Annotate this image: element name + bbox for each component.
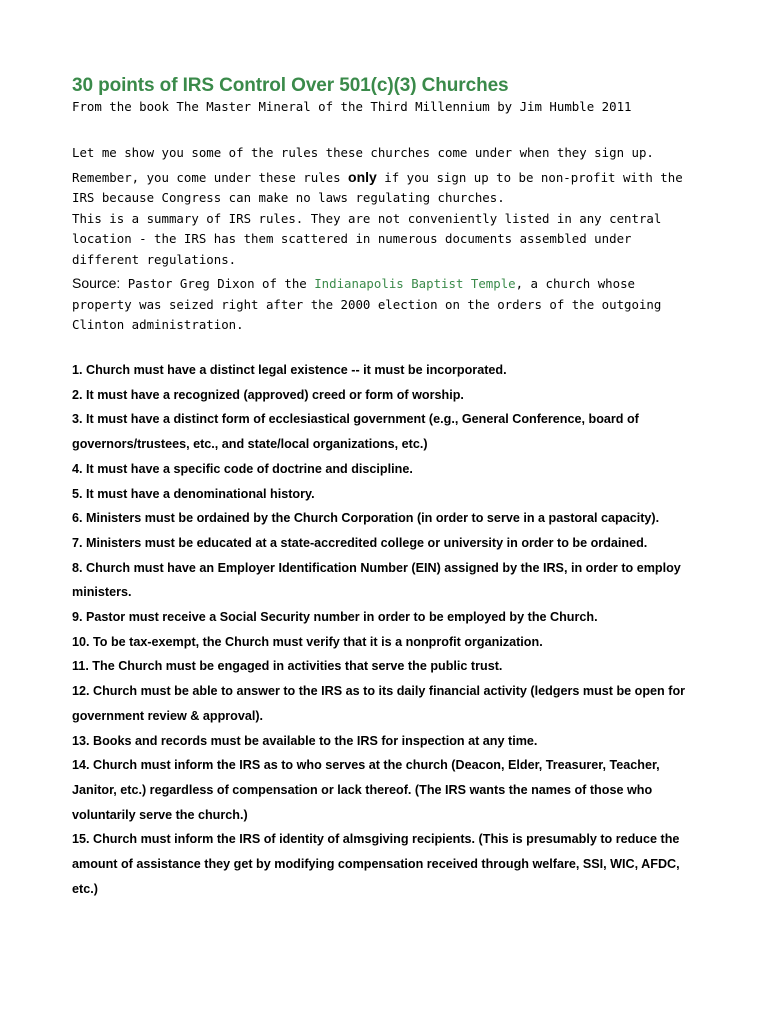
points-list: [72, 358, 696, 901]
list-item: 5. It must have a denominational history.: [72, 486, 315, 501]
document-page: [72, 74, 692, 336]
intro-text: Remember, you come under these rules: [72, 169, 349, 185]
list-item: 13. Books and records must be available to the IRS for inspection at any time.: [72, 733, 538, 748]
list-item: 14. Church must inform the IRS as to who serves at the church (Deacon, Elder, Treasurer, Teacher, Janitor, etc.) regardless of compensation or lack thereof. (The IRS wants the names of those who voluntarily serve the church.): [72, 758, 660, 822]
intro-paragraph-3: This is a summary of IRS rules. They are not conveniently listed in any central location - the IRS has them scattered in numerous documents assembled under different regulations.: [72, 210, 662, 267]
intro-text: if you sign up to be non-profit with the IRS because Congress can make no laws regulating churches.: [72, 169, 683, 205]
list-item: 15. Church must inform the IRS of identity of almsgiving recipients. (This is presumably to reduce the amount of assistance they get by modifying compensation received through welfare, SSI, WIC, AFDC, etc.): [72, 832, 680, 896]
intro-paragraph-1: Let me show you some of the rules these churches come under when they sign up.: [72, 145, 654, 160]
source-text: , a church whose property was seized right after the 2000 election on the orders of the outgoing Clinton administration.: [72, 276, 662, 332]
document-subtitle: From the book The Master Mineral of the Third Millennium by Jim Humble 2011: [72, 99, 632, 114]
source-label: Source:: [72, 275, 121, 291]
list-item: 12. Church must be able to answer to the IRS as to its daily financial activity (ledgers must be open for government review & approval).: [72, 684, 686, 723]
intro-section: [72, 143, 692, 336]
emphasis-only: only: [348, 168, 377, 185]
list-item: 9. Pastor must receive a Social Security number in order to be employed by the Church.: [72, 610, 598, 625]
source-link[interactable]: Indianapolis Baptist Temple: [314, 276, 516, 291]
list-item: 11. The Church must be engaged in activities that serve the public trust.: [72, 659, 503, 674]
list-item: 3. It must have a distinct form of ecclesiastical government (e.g., General Conference, board of governors/trustees, etc., and state/local organizations, etc.): [72, 412, 639, 452]
list-item: 2. It must have a recognized (approved) creed or form of worship.: [72, 387, 464, 402]
list-item: 10. To be tax-exempt, the Church must verify that it is a nonprofit organization.: [72, 634, 543, 649]
list-item: 1. Church must have a distinct legal existence -- it must be incorporated.: [72, 363, 507, 377]
intro-paragraph-2: [72, 167, 692, 209]
list-item: 4. It must have a specific code of doctrine and discipline.: [72, 461, 413, 476]
source-paragraph: [72, 273, 692, 336]
document-title: 30 points of IRS Control Over 501(c)(3) Churches: [72, 75, 509, 96]
list-item: 8. Church must have an Employer Identification Number (EIN) assigned by the IRS, in order to employ ministers.: [72, 560, 681, 600]
source-text: Pastor Greg Dixon of the: [120, 276, 315, 291]
list-item: 6. Ministers must be ordained by the Church Corporation (in order to serve in a pastoral capacity).: [72, 511, 660, 526]
list-item: 7. Ministers must be educated at a state-accredited college or university in order to be ordained.: [72, 535, 648, 550]
